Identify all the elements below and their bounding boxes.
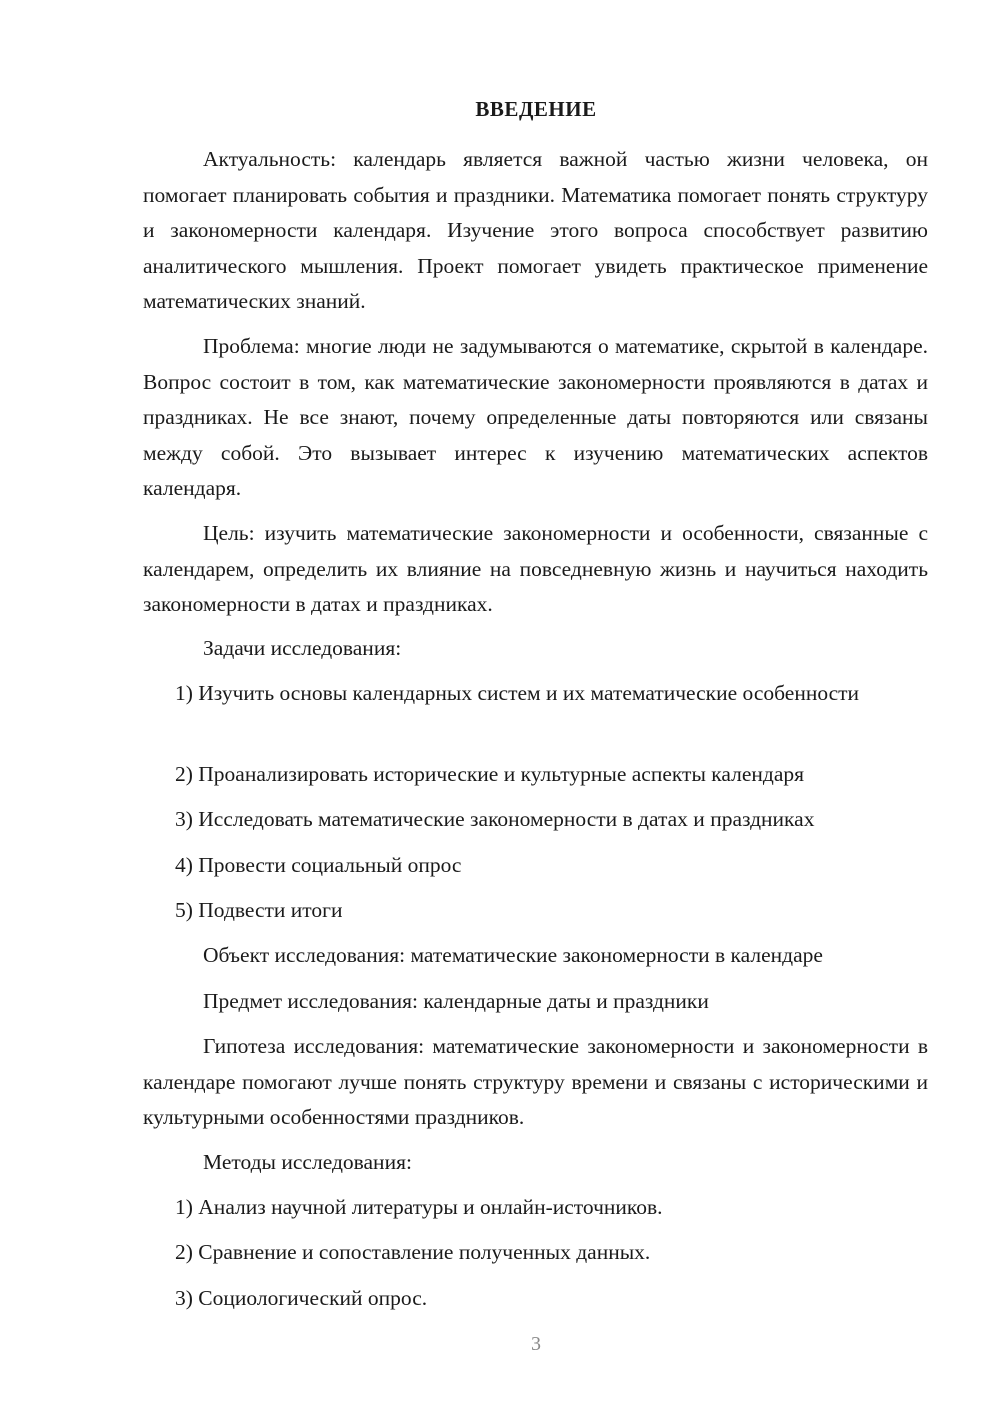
method-item: 3) Социологический опрос. <box>175 1286 428 1310</box>
task-item: 5) Подвести итоги <box>175 898 343 922</box>
task-item: 2) Проанализировать исторические и культурные аспекты календаря <box>175 762 805 786</box>
task-item: 3) Исследовать математические закономерности в датах и праздниках <box>175 807 815 831</box>
methods-heading: Методы исследования: <box>203 1150 412 1174</box>
research-subject: Предмет исследования: календарные даты и праздники <box>203 989 709 1013</box>
task-item: 1) Изучить основы календарных систем и их математические особенности <box>175 681 860 705</box>
page-title: ВВЕДЕНИЕ <box>475 97 597 121</box>
tasks-heading: Задачи исследования: <box>203 636 402 660</box>
research-object: Объект исследования: математические закономерности в календаре <box>203 943 823 967</box>
hypothesis-paragraph: Гипотеза исследования: математические закономерности и закономерности в календаре помогают лучше понять структуру времени и связаны с историческими и культурными особенностями праздников. <box>143 1034 928 1129</box>
goal-paragraph: Цель: изучить математические закономерности и особенности, связанные с календарем, определить их влияние на повседневную жизнь и научиться находить закономерности в датах и праздниках. <box>143 521 928 616</box>
method-item: 1) Анализ научной литературы и онлайн-источников. <box>175 1195 663 1219</box>
problem-paragraph: Проблема: многие люди не задумываются о математике, скрытой в календаре. Вопрос состоит в том, как математические закономерности проявляются в датах и праздниках. Не все знают, почему определенные даты повторяются или связаны между собой. Это вызывает интерес к изучению математических аспектов календаря. <box>143 334 928 500</box>
method-item: 2) Сравнение и сопоставление полученных данных. <box>175 1240 651 1264</box>
page-number: 3 <box>531 1333 541 1355</box>
relevance-paragraph: Актуальность: календарь является важной частью жизни человека, он помогает планировать события и праздники. Математика помогает понять структуру и закономерности календаря. Изучение этого вопроса способствует развитию аналитического мышления. Проект помогает увидеть практическое применение математических знаний. <box>143 147 928 313</box>
task-item: 4) Провести социальный опрос <box>175 853 462 877</box>
